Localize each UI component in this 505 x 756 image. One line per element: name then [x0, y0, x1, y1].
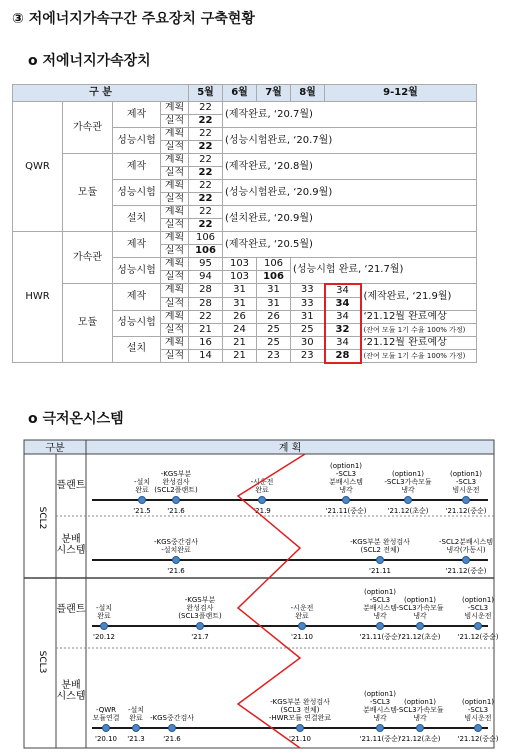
milestone-date: '21.6 [167, 567, 185, 575]
cell-value: 32 [325, 323, 361, 336]
cell-value: 22 [189, 180, 223, 193]
milestone-label: -KGS중간검사 [149, 714, 195, 722]
cell-value: 21 [189, 323, 223, 336]
cell-value: 33 [291, 297, 325, 310]
row-label-make: 제작 [113, 232, 161, 258]
row-label-perf: 성능시험 [113, 258, 161, 284]
cell-value: 28 [189, 284, 223, 298]
actual-label: 실적 [161, 271, 189, 284]
cell-value: 22 [189, 128, 223, 141]
cell-value: 28 [325, 349, 361, 363]
cell-value: 31 [291, 310, 325, 323]
cell-value: 14 [189, 349, 223, 363]
milestone-dot [101, 623, 108, 630]
milestone-label: (option1) -SCL3 분배시스템 냉각 [363, 588, 397, 620]
plan-label: 계획 [161, 206, 189, 219]
section-title-accelerator: o 저에너지가속장치 [28, 53, 151, 69]
milestone-date: '21.12(중순) [457, 735, 499, 743]
cell-value: 22 [189, 102, 223, 115]
cell-value: 22 [189, 154, 223, 167]
milestone-dot [139, 497, 146, 504]
milestone-label: -시운전 완료 [290, 604, 314, 620]
cell-value: 22 [189, 193, 223, 206]
milestone-dot [259, 497, 266, 504]
cell-value: 106 [189, 245, 223, 258]
milestone-date: '21.12(중순) [445, 567, 487, 575]
milestone-dot [377, 725, 384, 732]
cell-value: 16 [189, 336, 223, 349]
milestone-label: (option1) -SCL3 빔시운전 [461, 596, 495, 620]
col-header-category: 구분 [45, 443, 65, 454]
milestone-date: '20.10 [95, 735, 117, 743]
milestone-dot [299, 623, 306, 630]
row-label-qwr-accel: 가속관 [63, 102, 113, 154]
cell-value: 22 [189, 141, 223, 154]
header-june: 6월 [223, 85, 257, 102]
milestone-label: -설치 완료 [95, 604, 113, 620]
row-label-perf: 성능시험 [113, 128, 161, 154]
milestone-label: (option1) -SCL3가속모듈 냉각 [396, 596, 444, 620]
actual-label: 실적 [161, 349, 189, 363]
group-label-scl2: SCL2 [37, 506, 47, 530]
note-cell: (성능시험완료, ‘20.9월) [223, 180, 477, 206]
milestone-label: -설치 완료 [133, 478, 151, 494]
row-label-qwr-module: 모듈 [63, 154, 113, 232]
milestone-dot [463, 557, 470, 564]
milestone-dot [173, 497, 180, 504]
milestone-dot [475, 725, 482, 732]
milestone-label: -KGS부분 완성검사 (SCL3플랜트) [178, 596, 222, 620]
cell-value: 95 [189, 258, 223, 271]
cell-value: 23 [257, 349, 291, 363]
header-august: 8월 [291, 85, 325, 102]
section-title-cryogenic: o 극저온시스템 [28, 411, 124, 427]
cell-value: 103 [223, 271, 257, 284]
cell-value: 106 [257, 258, 291, 271]
milestone-date: '21.12(초순) [387, 507, 429, 515]
milestone-date: '21.9 [253, 507, 271, 515]
milestone-label: -KGS부분 완성검사 (SCL2플랜트) [154, 470, 198, 494]
milestone-date: '21.11(중순) [359, 633, 401, 641]
note-cell: (잔여 모듈 1기 수율 100% 가정) [361, 323, 477, 336]
milestone-date: '21.5 [133, 507, 151, 515]
header-category: 구 분 [13, 85, 189, 102]
milestone-date: '21.11(중순) [359, 735, 401, 743]
plan-label: 계획 [161, 310, 189, 323]
milestone-dot [417, 725, 424, 732]
actual-label: 실적 [161, 297, 189, 310]
row-label-make: 제작 [113, 284, 161, 311]
note-cell: (제작완료, ‘20.7월) [223, 102, 477, 128]
actual-label: 실적 [161, 245, 189, 258]
milestone-label: (option1) -SCL3가속모듈 냉각 [396, 698, 444, 722]
accelerator-status-table [12, 84, 477, 364]
milestone-date: '21.3 [127, 735, 145, 743]
cell-value: 26 [257, 310, 291, 323]
cell-value: 34 [325, 284, 361, 298]
cell-value: 31 [223, 284, 257, 298]
milestone-label: -KGS부분 완성검사 (SCL2 전체) [350, 538, 410, 554]
cell-value: 34 [325, 310, 361, 323]
cell-value: 22 [189, 167, 223, 180]
cell-value: 103 [223, 258, 257, 271]
milestone-date: '21.10 [289, 735, 311, 743]
cell-value: 24 [223, 323, 257, 336]
cryogenic-timeline [0, 436, 505, 754]
milestone-date: '21.12(초순) [399, 633, 441, 641]
cell-value: 106 [257, 271, 291, 284]
cell-value: 25 [257, 323, 291, 336]
cell-value: 34 [325, 336, 361, 349]
note-cell: ‘21.12월 완료예상 [361, 336, 477, 349]
cell-value: 31 [257, 284, 291, 298]
milestone-label: -SCL2분배시스템 냉각(가동시) [438, 538, 494, 554]
milestone-date: '21.10 [291, 633, 313, 641]
milestone-label: (option1) -SCL3 빔시운전 [461, 698, 495, 722]
plan-label: 계획 [161, 128, 189, 141]
cell-value: 22 [189, 310, 223, 323]
row-label-plant: 플랜트 [56, 480, 86, 491]
row-label-qwr: QWR [13, 102, 63, 232]
milestone-date: '20.12 [93, 633, 115, 641]
cell-value: 25 [257, 336, 291, 349]
note-cell: (잔여 모듈 1기 수율 100% 가정) [361, 349, 477, 363]
plan-label: 계획 [161, 154, 189, 167]
cell-value: 31 [257, 297, 291, 310]
actual-label: 실적 [161, 193, 189, 206]
col-header-plan: 계 획 [278, 443, 302, 454]
cell-value: 22 [189, 206, 223, 219]
plan-label: 계획 [161, 284, 189, 298]
row-label-install: 설치 [113, 336, 161, 363]
milestone-label: (option1) -SCL3 분배시스템 냉각 [363, 690, 397, 722]
milestone-dot [405, 497, 412, 504]
milestone-label: -KGS중간검사 -설치완료 [153, 538, 199, 554]
cell-value: 33 [291, 284, 325, 298]
milestone-dot [377, 623, 384, 630]
milestone-label: -설치 완료 [127, 706, 145, 722]
note-cell: (제작완료, ‘21.9월) [361, 284, 477, 311]
actual-label: 실적 [161, 323, 189, 336]
row-label-hwr-accel: 가속관 [63, 232, 113, 284]
cell-value: 94 [189, 271, 223, 284]
milestone-dot [343, 497, 350, 504]
milestone-label: (option1) -SCL3 빔시운전 [449, 470, 483, 494]
milestone-dot [197, 623, 204, 630]
milestone-date: '21.6 [163, 735, 181, 743]
cell-value: 22 [189, 115, 223, 128]
note-cell: (성능시험 완료, ‘21.7월) [291, 258, 477, 284]
page-title: ③ 저에너지가속구간 주요장치 구축현황 [12, 11, 255, 27]
actual-label: 실적 [161, 167, 189, 180]
row-label-perf: 성능시험 [113, 310, 161, 336]
row-label-make: 제작 [113, 102, 161, 128]
cell-value: 26 [223, 310, 257, 323]
plan-label: 계획 [161, 102, 189, 115]
cell-value: 22 [189, 219, 223, 232]
cell-value: 25 [291, 323, 325, 336]
milestone-dot [133, 725, 140, 732]
plan-label: 계획 [161, 180, 189, 193]
row-label-perf: 성능시험 [113, 180, 161, 206]
milestone-dot [377, 557, 384, 564]
header-sep-dec: 9-12월 [325, 85, 477, 102]
milestone-label: -KGS부분 완성검사 (SCL3 전체) -HWR모듈 연결완료 [268, 698, 332, 722]
row-label-make: 제작 [113, 154, 161, 180]
plan-label: 계획 [161, 258, 189, 271]
row-label-install: 설치 [113, 206, 161, 232]
milestone-dot [417, 623, 424, 630]
row-label-plant: 플랜트 [56, 604, 86, 615]
actual-label: 실적 [161, 115, 189, 128]
cell-value: 28 [189, 297, 223, 310]
cell-value: 30 [291, 336, 325, 349]
cell-value: 21 [223, 349, 257, 363]
milestone-dot [169, 725, 176, 732]
milestone-date: '21.6 [167, 507, 185, 515]
milestone-label: (option1) -SCL3가속모듈 냉각 [384, 470, 432, 494]
note-cell: (제작완료, ‘20.8월) [223, 154, 477, 180]
actual-label: 실적 [161, 219, 189, 232]
milestone-dot [103, 725, 110, 732]
row-label-distribution: 분배 시스템 [56, 534, 86, 556]
milestone-date: '21.7 [191, 633, 209, 641]
header-may: 5월 [189, 85, 223, 102]
milestone-label: -시운전 완료 [250, 478, 274, 494]
milestone-dot [297, 725, 304, 732]
actual-label: 실적 [161, 141, 189, 154]
milestone-dot [475, 623, 482, 630]
note-cell: (제작완료, ‘20.5월) [223, 232, 477, 258]
milestone-date: '21.12(초순) [399, 735, 441, 743]
note-cell: (성능시험완료, ‘20.7월) [223, 128, 477, 154]
row-label-hwr: HWR [13, 232, 63, 363]
milestone-date: '21.12(중순) [445, 507, 487, 515]
plan-label: 계획 [161, 232, 189, 245]
cell-value: 23 [291, 349, 325, 363]
row-label-distribution: 분배 시스템 [56, 680, 86, 702]
milestone-label: (option1) -SCL3 분배시스템 냉각 [329, 462, 363, 494]
cell-value: 31 [223, 297, 257, 310]
milestone-date: '21.12(중순) [457, 633, 499, 641]
group-label-scl3: SCL3 [37, 650, 47, 674]
plan-label: 계획 [161, 336, 189, 349]
milestone-label: -QWR 모듈연결 [92, 706, 120, 722]
header-july: 7월 [257, 85, 291, 102]
milestone-dot [173, 557, 180, 564]
note-cell: (설치완료, ‘20.9월) [223, 206, 477, 232]
cell-value: 34 [325, 297, 361, 310]
milestone-date: '21.11(중순) [325, 507, 367, 515]
milestone-date: '21.11 [369, 567, 391, 575]
row-label-hwr-module: 모듈 [63, 284, 113, 363]
milestone-dot [463, 497, 470, 504]
cell-value: 21 [223, 336, 257, 349]
note-cell: ‘21.12월 완료예상 [361, 310, 477, 323]
cell-value: 106 [189, 232, 223, 245]
